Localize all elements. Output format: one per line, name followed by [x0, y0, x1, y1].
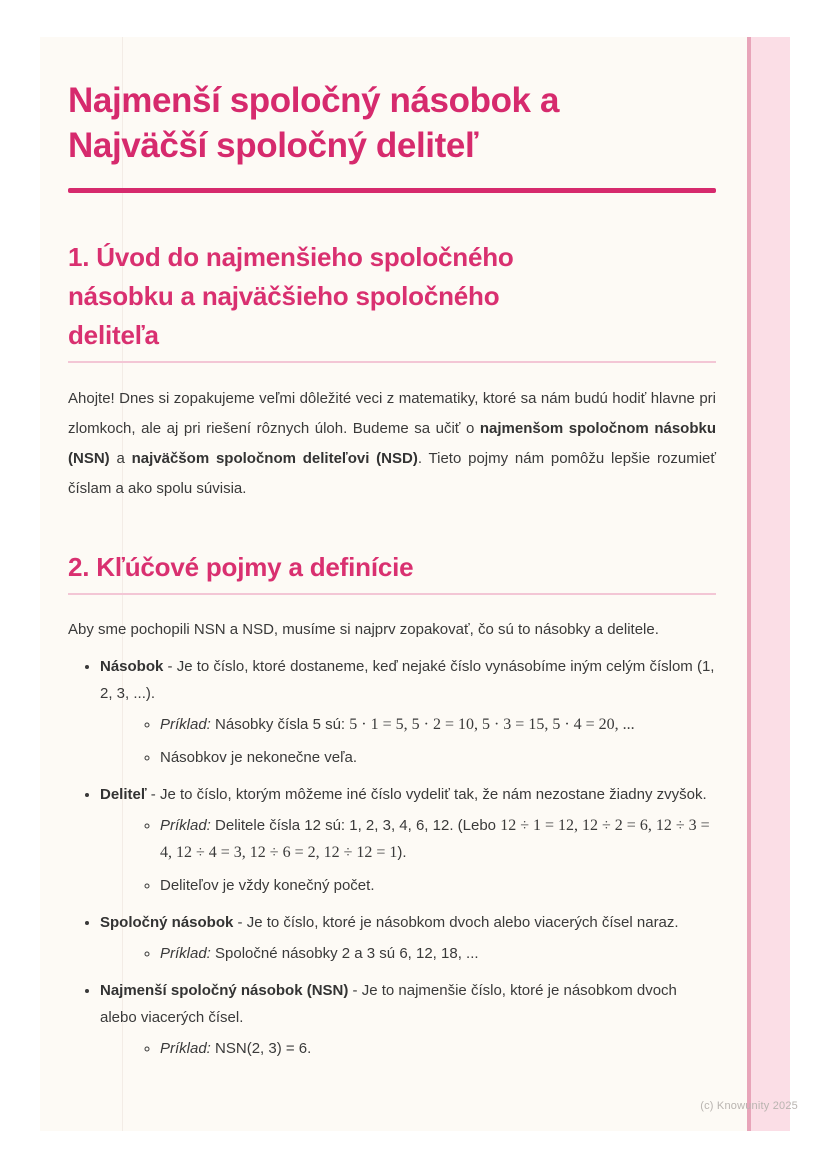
example-label: Príklad:: [160, 1040, 211, 1057]
section-1-heading-line: 1. Úvod do najmenšieho spoločného: [68, 242, 514, 272]
term-sub-list: [100, 812, 716, 899]
page-title-line: Najmenší spoločný násobok a: [68, 81, 560, 120]
term-name: Spoločný násobok: [100, 914, 234, 931]
example-label: Príklad:: [160, 716, 211, 733]
example-text: Delitele čísla 12 sú: 1, 2, 3, 4, 6, 12. (Lebo: [210, 817, 501, 834]
term-sub-list: [100, 711, 716, 771]
term-example: [160, 812, 716, 866]
page-title: [68, 78, 716, 168]
term-item-delitel: [100, 781, 716, 899]
ribbon-band: [751, 37, 790, 1131]
math-expression: 12 ÷ 1 = 12, 12 ÷ 2 = 6, 12 ÷ 3 = 4, 12 ÷ 4 = 3, 12 ÷ 6 = 2, 12 ÷ 12 = 1: [160, 817, 710, 861]
term-example: [160, 711, 716, 738]
document-content: [68, 37, 716, 1072]
term-sub-list: [100, 940, 716, 967]
term-name: Násobok: [100, 658, 164, 675]
page-title-line: Najväčší spoločný deliteľ: [68, 126, 479, 165]
term-name: Deliteľ: [100, 786, 147, 803]
note-text: Násobkov je nekonečne veľa.: [160, 749, 357, 766]
copyright-watermark: (c) Knowunity 2025: [700, 1100, 798, 1112]
section-1-divider: [68, 361, 716, 363]
term-item-nsn: [100, 977, 716, 1062]
term-sub-list: [100, 1035, 716, 1062]
intro-term-nsd: najväčšom spoločnom deliteľovi (NSD): [131, 450, 418, 467]
example-label: Príklad:: [160, 945, 211, 962]
title-divider: [68, 188, 716, 193]
section-1-heading-line: deliteľa: [68, 320, 159, 350]
term-example: [160, 940, 716, 967]
section-1-heading-line: násobku a najväčšieho spoločného: [68, 281, 500, 311]
term-note: [160, 744, 716, 771]
document-page: [40, 37, 790, 1131]
note-text: Deliteľov je vždy konečný počet.: [160, 877, 375, 894]
terms-list: [68, 653, 716, 1062]
example-text: Spoločné násobky 2 a 3 sú 6, 12, 18, ...: [210, 945, 479, 962]
intro-text: Ahojte! Dnes si zopakujeme veľmi dôležité veci z matematiky, ktoré sa nám budú hodiť hlavne pri zlomkoch, ale aj pri riešení rôznych úloh. Budeme sa učiť o: [68, 390, 716, 437]
intro-text: . Tieto pojmy nám pomôžu lepšie rozumieť číslam a ako spolu súvisia.: [68, 450, 716, 497]
section-2-lead: Aby sme pochopili NSN a NSD, musíme si najprv zopakovať, čo sú to násobky a delitele.: [68, 621, 659, 638]
intro-term-nsn: najmenšom spoločnom násobku (NSN): [68, 420, 716, 467]
section-2-heading: 2. Kľúčové pojmy a definície: [68, 552, 414, 582]
term-name: Najmenší spoločný násobok (NSN): [100, 982, 349, 999]
term-definition: - Je to číslo, ktorým môžeme iné číslo vydeliť tak, že nám nezostane žiadny zvyšok.: [146, 786, 707, 803]
example-tail: ).: [397, 844, 407, 861]
example-text: Násobky čísla 5 sú:: [210, 716, 350, 733]
section-2-divider: [68, 593, 716, 595]
term-definition: - Je to číslo, ktoré je násobkom dvoch alebo viacerých čísel naraz.: [233, 914, 679, 931]
term-example: [160, 1035, 716, 1062]
example-label: Príklad:: [160, 817, 211, 834]
term-note: [160, 872, 716, 899]
term-item-nasobok: [100, 653, 716, 771]
math-expression: 5 · 1 = 5, 5 · 2 = 10, 5 · 3 = 15, 5 · 4 = 20, ...: [349, 716, 635, 733]
section-1-heading: [68, 238, 716, 355]
example-text: NSN(2, 3) = 6.: [210, 1040, 312, 1057]
intro-paragraph: [68, 384, 716, 504]
term-definition: - Je to číslo, ktoré dostaneme, keď nejaké číslo vynásobíme iným celým číslom (1, 2, 3, ...).: [100, 658, 715, 702]
term-definition: - Je to najmenšie číslo, ktoré je násobkom dvoch alebo viacerých čísel.: [100, 982, 677, 1026]
term-item-spolocny-nasobok: [100, 909, 716, 967]
intro-text: a: [109, 450, 132, 467]
